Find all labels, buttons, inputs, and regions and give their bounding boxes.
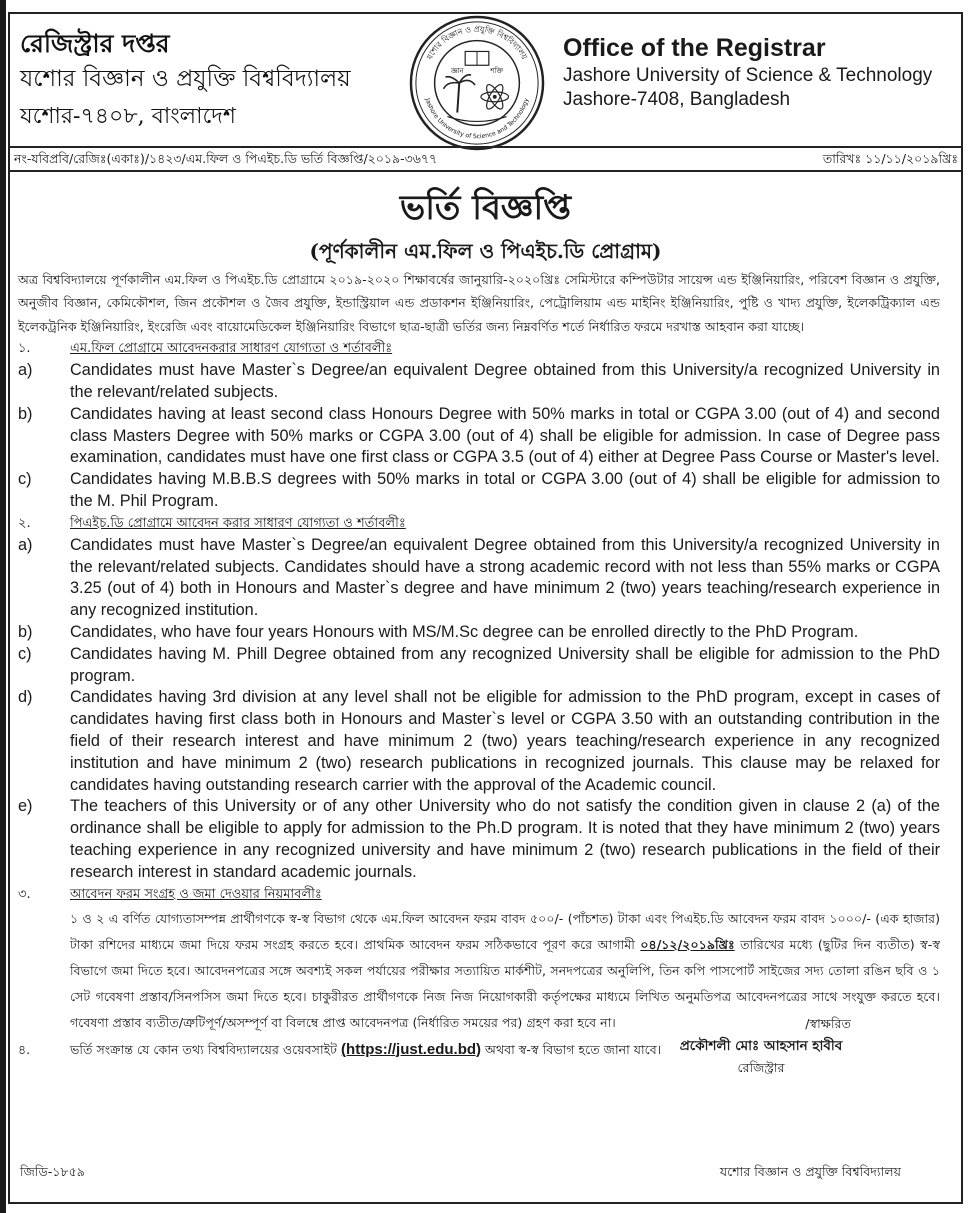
- list-item: [18, 622, 940, 644]
- section-title: পিএইচ.ডি প্রোগ্রামে আবেদন করার সাধারণ যোগ্যতা ও শর্তাবলীঃ: [70, 515, 406, 531]
- item-label: c): [18, 644, 32, 663]
- item-label: d): [18, 688, 33, 707]
- section-title: এম.ফিল প্রোগ্রামে আবেদনকরার সাধারণ যোগ্যতা ও শর্তাবলীঃ: [70, 341, 393, 357]
- en-office-name: Office of the Registrar: [563, 34, 826, 62]
- item-text: Candidates having 3rd division at any level shall not be eligible for admission to the PhD program, except in cases of candidates having first class both in Honours and Master`s level or CGPA 3.50 with an outstanding contribution in the field of their research interest and have minimum 2 (two) years teaching/research experience in any recognized institution and have minimum 2 (two) research publications in recognized journals. This clause may be relaxed for candidates having outstanding research carrier with the approval of the Academic council.: [70, 688, 940, 794]
- signature-block: [641, 1013, 881, 1079]
- item-text: Candidates having at least second class Honours Degree with 50% marks in total or CGPA 3.00 (out of 4) and second class Masters Degree with 50% marks or CGPA 3.00 (out of 4) shall be eligible for admission. In case of Degree pass examination, candidates must have one first class or CGPA 3.5 (out of 4) either at Degree Pass Course or Master's level.: [70, 404, 940, 467]
- section-2-heading: [18, 513, 940, 535]
- item-text: Candidates must have Master`s Degree/an equivalent Degree obtained from this University/a recognized University in the relevant/related subjects. Candidates should have a strong academic record with not less than 55% marks or CGPA 3.25 (out of 4) both in Honours and Master`s degree and have minimum 2 (two) years teaching/research experience in any recognized institution.: [70, 535, 940, 620]
- bn-office-name: রেজিস্ট্রার দপ্তর: [20, 29, 170, 58]
- seal-word-left: জ্ঞান: [450, 67, 464, 76]
- section-number: ৩.: [18, 886, 31, 902]
- info-text-2: অথবা স্ব-স্ব বিভাগ হতে জানা যাবে।: [481, 1041, 662, 1057]
- item-label: c): [18, 470, 32, 489]
- list-item: [18, 535, 940, 622]
- intro-paragraph: অত্র বিশ্ববিদ্যালয়ে পূর্ণকালীন এম.ফিল ও পিএইচ.ডি প্রোগ্রামে ২০১৯-২০২০ শিক্ষাবর্ষের জানুয়ারি-২০২০খ্রিঃ সেমিস্টারে কম্পিউটার সায়েন্স এন্ড ইঞ্জিনিয়ারিং, পরিবেশ বিজ্ঞান ও প্রযুক্তি, অনুজীব বিজ্ঞান, কেমিকৌশল, জিন প্রকৌশল ও জৈব প্রযুক্তি, ইন্ডাস্ট্রিয়াল এন্ড প্রডাকশন ইঞ্জিনিয়ারিং, পেট্রোলিয়াম এন্ড মাইনিং ইঞ্জিনিয়ারিং, পুষ্টি ও খাদ্য প্রযুক্তি, ইলেকট্রিক্যাল এন্ড ইলেকট্রনিক ইঞ্জিনিয়ারিং, ইংরেজি এবং বায়োমেডিকেল ইঞ্জিনিয়ারিং বিভাগে ছাত্র-ছাত্রী ভর্তির জন্য নিম্নবর্ণিত শর্তে নির্ধারিত ফরমে দরখাস্ত আহবান করা যাচ্ছে।: [18, 272, 940, 334]
- reference-number: নং-যবিপ্রবি/রেজিঃ(একাঃ)/১৪২৩/এম.ফিল ও পিএইচ.ডি ভর্তি বিজ্ঞপ্তি/২০১৯-৩৬৭৭: [14, 151, 438, 166]
- notice-title: ভর্তি বিজ্ঞপ্তি: [399, 188, 572, 228]
- item-label: e): [18, 797, 33, 816]
- header-english: [563, 32, 963, 112]
- bn-address: যশোর-৭৪০৮, বাংলাদেশ: [20, 104, 236, 129]
- item-text: Candidates must have Master`s Degree/an equivalent Degree obtained from this University/a recognized University in the relevant/related subjects.: [70, 361, 940, 402]
- info-text-1: ভর্তি সংক্রান্ত যে কোন তথ্য বিশ্ববিদ্যালয়ের ওয়েবসাইট: [70, 1041, 342, 1057]
- en-address: Jashore-7408, Bangladesh: [563, 89, 791, 110]
- seal-text-top: যশোর বিজ্ঞান ও প্রযুক্তি বিশ্ববিদ্যালয়: [424, 24, 530, 62]
- item-label: a): [18, 361, 33, 380]
- signed-mark: /স্বাক্ষরিত: [805, 1016, 851, 1031]
- list-item: [18, 360, 940, 404]
- rules-text-2: তারিখের মধ্যে (ছুটির দিন ব্যতীত) স্ব-স্ব বিভাগে জমা দিতে হবে। আবেদনপত্রের সঙ্গে অবশ্যই সকল পর্যায়ের পরীক্ষার সত্যায়িত মার্কশীট, সনদপত্রের অনুলিপি, তিন কপি পাসপোর্ট সাইজের সদ্য তোলা রঙিন ছবি ও ১ সেট গবেষণা প্রস্তাব/সিনপসিস জমা দিতে হবে। চাকুরীরত প্রার্থীগণকে নিজ নিজ নিয়োগকারী কর্তৃপক্ষের মাধ্যমে লিখিত অনুমতিপত্র আবেদনপত্রের সাথে সংযুক্ত করতে হবে। গবেষণা প্রস্তাব ব্যতীত/ত্রুটিপূর্ণ/অসম্পূর্ণ বা বিলম্বে প্রাপ্ত আবেদনপত্র (নির্ধারিত সময়ের পর) গ্রহণ করা হবে না।: [70, 936, 940, 1030]
- notice-subtitle: (পূর্ণকালীন এম.ফিল ও পিএইচ.ডি প্রোগ্রাম): [309, 239, 662, 263]
- seal-palm-tree-icon: [443, 75, 475, 113]
- item-text: Candidates having M.B.B.S degrees with 50% marks in total or CGPA 3.00 (out of 4) shall be eligible for admission to the M. Phil Program.: [70, 470, 940, 510]
- section-title: আবেদন ফরম সংগ্রহ ও জমা দেওয়ার নিয়মাবলীঃ: [70, 886, 322, 902]
- notice-date: তারিখঃ ১১/১১/২০১৯খ্রিঃ: [822, 151, 958, 166]
- info-line: [70, 1038, 661, 1062]
- list-item: [18, 796, 940, 883]
- signatory-designation: রেজিস্ট্রার: [737, 1060, 785, 1075]
- signatory-name: প্রকৌশলী মোঃ আহসান হাবীব: [679, 1038, 843, 1054]
- footer-code: জিডি-১৮৫৯: [20, 1164, 85, 1179]
- item-text: Candidates, who have four years Honours with MS/M.Sc degree can be enrolled directly to the PhD Program.: [70, 622, 859, 641]
- list-item: [18, 404, 940, 469]
- section-1-heading: [18, 338, 940, 360]
- seal-book-icon: [465, 51, 489, 65]
- item-label: a): [18, 535, 33, 554]
- item-text: Candidates having M. Phill Degree obtained from any recognized University shall be eligible for admission to the PhD program.: [70, 644, 940, 685]
- header-divider: [8, 146, 963, 148]
- list-item: [18, 469, 940, 513]
- notice-body: [18, 268, 940, 1062]
- list-item: [18, 687, 940, 796]
- bn-university-name: যশোর বিজ্ঞান ও প্রযুক্তি বিশ্ববিদ্যালয়: [20, 66, 351, 92]
- item-label: b): [18, 622, 33, 641]
- website-link[interactable]: (https://just.edu.bd): [341, 1040, 482, 1058]
- section-number: ৪.: [18, 1041, 31, 1057]
- footer-organization: যশোর বিজ্ঞান ও প্রযুক্তি বিশ্ববিদ্যালয়: [719, 1164, 901, 1179]
- header-bangla: [20, 28, 400, 136]
- seal-word-right: শক্তি: [490, 67, 504, 76]
- deadline-date: ০৪/১২/২০১৯খ্রিঃ: [640, 936, 735, 952]
- item-label: b): [18, 404, 33, 423]
- seal-text-bottom: Jashore University of Science and Technology: [423, 97, 531, 141]
- university-seal: [408, 14, 546, 152]
- reference-divider: [8, 170, 963, 172]
- section-number: ২.: [18, 515, 31, 531]
- section-number: ১.: [18, 341, 31, 357]
- item-text: The teachers of this University or of any other University who do not satisfy the condition given in clause 2 (a) of the ordinance shall be eligible to apply for admission to the Ph.D program. It is noted that they have minimum 2 (two) years teaching experience in any recognized university and have minimum 2 (two) research publications in the field of their research interest in standard academic journals.: [70, 797, 940, 881]
- en-university-name: Jashore University of Science & Technology: [563, 65, 933, 86]
- rules-text-1: ১ ও ২ এ বর্ণিত যোগ্যতাসম্পন্ন প্রার্থীগণকে স্ব-স্ব বিভাগ থেকে এম.ফিল আবেদন ফরম বাবদ ৫০০/- (পাঁচশত) টাকা এবং পিএইচ.ডি আবেদন ফরম বাবদ ১০০০/- (এক হাজার) টাকা রশিদের মাধ্যমে জমা দিয়ে ফরম সংগ্রহ করতে হবে। প্রাথমিক আবেদন ফরম সঠিকভাবে পূরণ করে আগামী: [70, 910, 940, 952]
- seal-atom-icon: [481, 82, 509, 111]
- section-3-heading: [18, 884, 940, 906]
- list-item: [18, 644, 940, 688]
